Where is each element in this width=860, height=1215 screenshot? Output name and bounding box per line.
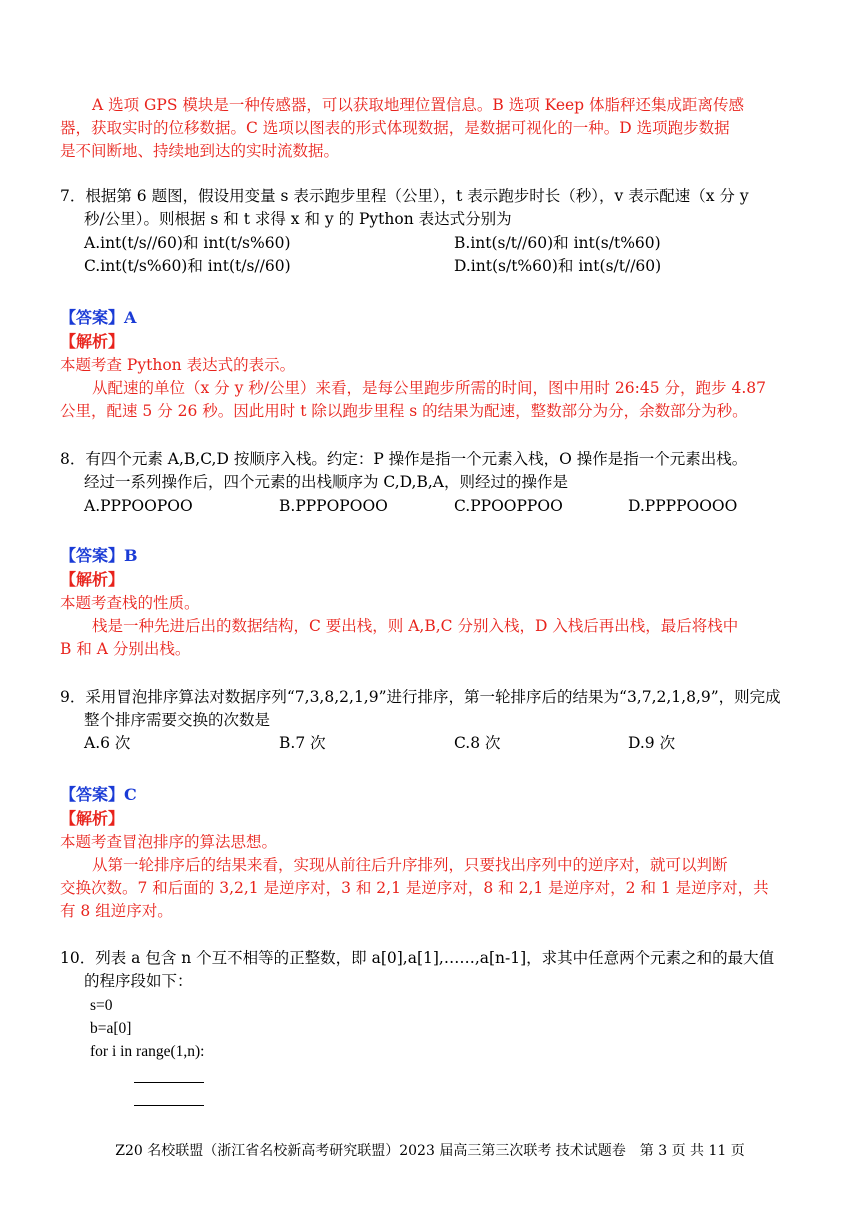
q8-option-c: C.PPOOPPOO — [454, 497, 563, 515]
q10-blank-line-2 — [134, 1105, 204, 1106]
q7-option-a: A.int(t/s//60)和 int(t/s%60) — [84, 234, 291, 252]
q9-analysis-label: 【解析】 — [60, 809, 125, 828]
q7-stem-line-2: 秒/公里）。则根据 s 和 t 求得 x 和 y 的 Python 表达式分别为 — [84, 210, 512, 228]
q8-stem-line-2: 经过一系列操作后，四个元素的出栈顺序为 C,D,B,A，则经过的操作是 — [84, 473, 568, 491]
q9-stem-line-2: 整个排序需要交换的次数是 — [84, 711, 271, 729]
q7-analysis-line-2: 从配速的单位（x 分 y 秒/公里）来看，是每公里跑步所需的时间，图中用时 26:45 分，跑步 4.87 — [92, 379, 766, 397]
q9-option-d: D.9 次 — [628, 734, 676, 752]
q7-answer: 【答案】A — [60, 308, 137, 327]
q9-analysis-line-1: 本题考查冒泡排序的算法思想。 — [60, 833, 278, 851]
q8-stem-line-1: 8．有四个元素 A,B,C,D 按顺序入栈。约定：P 操作是指一个元素入栈，O 操作是指一个元素出栈。 — [60, 450, 748, 468]
q10-code-line-1: s=0 — [90, 997, 113, 1014]
q8-analysis-line-2: 栈是一种先进后出的数据结构，C 要出栈，则 A,B,C 分别入栈，D 入栈后再出栈，最后将栈中 — [92, 617, 739, 635]
q7-option-c: C.int(t/s%60)和 int(t/s//60) — [84, 257, 291, 275]
q9-analysis-line-3: 交换次数。7 和后面的 3,2,1 是逆序对，3 和 2,1 是逆序对，8 和 2,1 是逆序对，2 和 1 是逆序对，共 — [60, 879, 769, 897]
q10-stem-line-2: 的程序段如下： — [84, 972, 193, 990]
q6-analysis-line-2: 器，获取实时的位移数据。C 选项以图表的形式体现数据，是数据可视化的一种。D 选项跑步数据 — [60, 119, 730, 137]
q6-analysis-line-3: 是不间断地、持续地到达的实时流数据。 — [60, 142, 340, 160]
q6-analysis-line-1: A 选项 GPS 模块是一种传感器，可以获取地理位置信息。B 选项 Keep 体脂秤还集成距离传感 — [92, 96, 745, 114]
q10-code-line-2: b=a[0] — [90, 1020, 132, 1037]
q8-option-d: D.PPPPOOOO — [628, 497, 738, 515]
q10-stem-line-1: 10．列表 a 包含 n 个互不相等的正整数，即 a[0],a[1],……,a[n-1]，求其中任意两个元素之和的最大值 — [60, 949, 775, 967]
q8-option-a: A.PPPOOPOO — [84, 497, 193, 515]
q9-option-a: A.6 次 — [84, 734, 131, 752]
q7-analysis-line-3: 公里，配速 5 分 26 秒。因此用时 t 除以跑步里程 s 的结果为配速，整数部分为分，余数部分为秒。 — [60, 402, 748, 420]
q9-option-b: B.7 次 — [279, 734, 326, 752]
q9-stem-line-1: 9．采用冒泡排序算法对数据序列“7,3,8,2,1,9”进行排序，第一轮排序后的结果为“3,7,2,1,8,9”，则完成 — [60, 688, 781, 706]
q8-answer: 【答案】B — [60, 546, 138, 565]
q7-option-b: B.int(s/t//60)和 int(s/t%60) — [454, 234, 661, 252]
q9-analysis-line-4: 有 8 组逆序对。 — [60, 902, 173, 920]
q9-answer: 【答案】C — [60, 785, 137, 804]
page-footer: Z20 名校联盟（浙江省名校新高考研究联盟）2023 届高三第三次联考 技术试题卷 第 3 页 共 11 页 — [115, 1143, 745, 1159]
q8-analysis-line-1: 本题考查栈的性质。 — [60, 594, 200, 612]
q9-option-c: C.8 次 — [454, 734, 501, 752]
q8-analysis-line-3: B 和 A 分别出栈。 — [60, 640, 191, 658]
q7-stem-line-1: 7．根据第 6 题图，假设用变量 s 表示跑步里程（公里），t 表示跑步时长（秒），v 表示配速（x 分 y — [60, 187, 749, 205]
q10-code-line-3: for i in range(1,n): — [90, 1043, 205, 1060]
q7-analysis-label: 【解析】 — [60, 332, 125, 351]
q10-blank-line-1 — [134, 1082, 204, 1083]
q7-option-d: D.int(s/t%60)和 int(s/t//60) — [454, 257, 662, 275]
q8-analysis-label: 【解析】 — [60, 570, 125, 589]
q9-analysis-line-2: 从第一轮排序后的结果来看，实现从前往后升序排列，只要找出序列中的逆序对，就可以判断 — [92, 856, 728, 874]
q8-option-b: B.PPPOPOOO — [279, 497, 388, 515]
q7-analysis-line-1: 本题考查 Python 表达式的表示。 — [60, 356, 296, 374]
